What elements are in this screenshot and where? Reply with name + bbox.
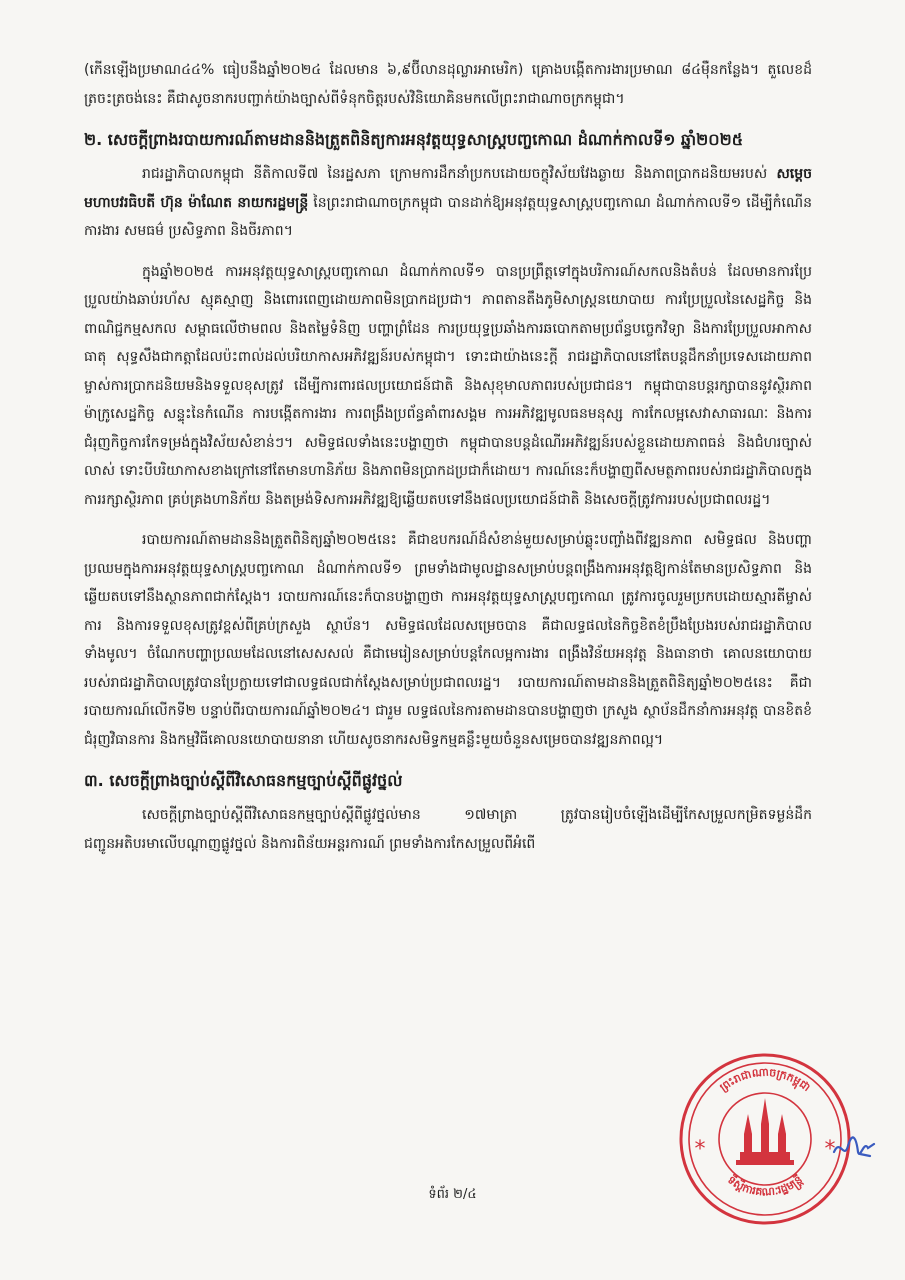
document-body [84,56,812,870]
section-2-paragraph-1 [84,160,812,246]
intro-paragraph: (កើនឡើងប្រមាណ៤៤% ធៀបនឹងឆ្នាំ២០២៤ ដែលមាន ៦,៩ប៊ីលានដុល្លារអាមេរិក) គ្រោងបង្កើតការងារប្រមាណ ៨៤ម៉ឺនកន្លែង។ តួលេខដ៏ត្រចះត្រចង់នេះ គឺជាសូចនាករបញ្ជាក់យ៉ាងច្បាស់ពីទំនុកចិត្តរបស់វិនិយោគិនមកលើព្រះរាជាណាចក្រកម្ពុជា។ [84,62,812,107]
svg-text:*: * [694,1137,706,1162]
paragraph-text: នៃព្រះរាជាណាចក្រកម្ពុជា បានដាក់ឱ្យអនុវត្តយុទ្ធសាស្ត្របញ្ចកោណ ដំណាក់កាលទី១ ដើម្បីកំណើន ការងារ សមធម៌ ប្រសិទ្ធភាព និងចីរភាព។ [84,194,812,239]
paragraph-text: រាជរដ្ឋាភិបាលកម្ពុជា នីតិកាលទី៧ នៃរដ្ឋសភា ក្រោមការដឹកនាំប្រកបដោយចក្ខុវិស័យវែងឆ្ងាយ និងភាពប្រាកដនិយមរបស់ [142,166,777,182]
section-2-paragraph-3: របាយការណ៍តាមដាននិងត្រួតពិនិត្យឆ្នាំ២០២៥នេះ គឺជាឧបករណ៍ដ៏សំខាន់មួយសម្រាប់ឆ្លុះបញ្ចាំងពីវឌ្ឍនភាព សមិទ្ធផល និងបញ្ហាប្រឈមក្នុងការអនុវត្តយុទ្ធសាស្ត្របញ្ចកោណ ដំណាក់កាលទី១ ព្រមទាំងជាមូលដ្ឋានសម្រាប់បន្តពង្រឹងការអនុវត្តឱ្យកាន់តែមានប្រសិទ្ធភាព និងឆ្លើយតបទៅនឹងស្ថានភាពជាក់ស្ដែង។ របាយការណ៍នេះក៏បានបង្ហាញថា ការអនុវត្តយុទ្ធសាស្ត្របញ្ចកោណ ត្រូវការចូលរួមប្រកបដោយស្មារតីម្ចាស់ការ និងការទទួលខុសត្រូវខ្ពស់ពីគ្រប់ក្រសួង ស្ថាប័ន។ សមិទ្ធផលដែលសម្រេចបាន គឺជាលទ្ធផលនៃកិច្ចខិតខំប្រឹងប្រែងរបស់រាជរដ្ឋាភិបាលទាំងមូល។ ចំណែកបញ្ហាប្រឈមដែលនៅសេសសល់ គឺជាមេរៀនសម្រាប់បន្តកែលម្អការងារ ពង្រឹងវិន័យអនុវត្ត និងធានាថា គោលនយោបាយរបស់រាជរដ្ឋាភិបាលត្រូវបានប្រែក្លាយទៅជាលទ្ធផលជាក់ស្ដែងសម្រាប់ប្រជាពលរដ្ឋ។ របាយការណ៍តាមដាននិងត្រួតពិនិត្យឆ្នាំ២០២៥នេះ គឺជារបាយការណ៍លើកទី២ បន្ទាប់ពីរបាយការណ៍ឆ្នាំ២០២៤។ ជារួម លទ្ធផលនៃការតាមដានបានបង្ហាញថា ក្រសួង ស្ថាប័នដឹកនាំការអនុវត្ត បានខិតខំជំរុញវិធានការ និងកម្មវិធីគោលនយោបាយនានា ហើយសូចនាករសមិទ្ធកម្មគន្លឹះមួយចំនួនសម្រេចបានវឌ្ឍនភាពល្អ។ [84,532,812,748]
page-number: ទំព័រ ២/៤ [428,1187,477,1202]
section-3-heading: ៣. សេចក្ដីព្រាងច្បាប់ស្ដីពីវិសោធនកម្មច្បាប់ស្ដីពីផ្លូវថ្នល់ [84,771,403,790]
svg-text:*: * [824,1137,836,1162]
section-3-paragraph-1: សេចក្ដីព្រាងច្បាប់ស្ដីពីវិសោធនកម្មច្បាប់ស្ដីពីផ្លូវថ្នល់មាន ១៧មាត្រា ត្រូវបានរៀបចំឡើងដើម្បីកែសម្រួលកម្រិតទម្ងន់ដឹកជញ្ជូនអតិបរមាលើបណ្ដាញផ្លូវថ្នល់ និងការពិន័យអន្តរការណ៍ ព្រមទាំងការកែសម្រួលពីអំពើ [84,807,812,852]
prime-minister-name: សម្ដេចមហាបវរធិបតី ហ៊ុន ម៉ាណែត នាយករដ្ឋមន្ត្រី [84,166,812,211]
section-2-heading: ២. សេចក្ដីព្រាងរបាយការណ៍តាមដាននិងត្រួតពិនិត្យការអនុវត្តយុទ្ធសាស្ត្របញ្ចកោណ ដំណាក់កាលទី១ ឆ្នាំ២០២៥ [84,130,744,149]
seal-top-text: ព្រះរាជាណាចក្រកម្ពុជា [717,1065,813,1095]
seal-bottom-text: ទីស្ដីការគណៈរដ្ឋមន្ត្រី [725,1173,805,1199]
section-2-paragraph-2: ក្នុងឆ្នាំ២០២៥ ការអនុវត្តយុទ្ធសាស្ត្របញ្ចកោណ ដំណាក់កាលទី១ បានប្រព្រឹត្តទៅក្នុងបរិការណ៍សកលនិងតំបន់ ដែលមានការប្រែប្រួលយ៉ាងឆាប់រហ័ស ស្មុគស្មាញ និងពោរពេញដោយភាពមិនប្រាកដប្រជា។ ភាពតានតឹងភូមិសាស្ត្រនយោបាយ ការប្រែប្រួលនៃសេដ្ឋកិច្ច និងពាណិជ្ជកម្មសកល សម្ពាធលើថាមពល និងតម្លៃទំនិញ បញ្ហាព្រំដែន ការប្រយុទ្ធប្រឆាំងការឆបោកតាមប្រព័ន្ធបច្ចេកវិទ្យា និងការប្រែប្រួលអាកាសធាតុ សុទ្ធសឹងជាកត្តាដែលប៉ះពាល់ដល់បរិយាកាសអភិវឌ្ឍន៍របស់កម្ពុជា។ ទោះជាយ៉ាងនេះក្ដី រាជរដ្ឋាភិបាលនៅតែបន្តដឹកនាំប្រទេសដោយភាពម្ចាស់ការប្រាកដនិយមនិងទទួលខុសត្រូវ ដើម្បីការពារផលប្រយោជន៍ជាតិ និងសុខុមាលភាពរបស់ប្រជាជន។ កម្ពុជាបានបន្តរក្សាបាននូវស្ថិរភាពម៉ាក្រូសេដ្ឋកិច្ច សន្ទុះនៃកំណើន ការបង្កើតការងារ ការពង្រឹងប្រព័ន្ធគាំពារសង្គម ការអភិវឌ្ឍមូលធនមនុស្ស ការកែលម្អសេវាសាធារណៈ និងការជំរុញកិច្ចការកែទម្រង់ក្នុងវិស័យសំខាន់ៗ។ សមិទ្ធផលទាំងនេះបង្ហាញថា កម្ពុជាបានបន្តដំណើរអភិវឌ្ឍន៍របស់ខ្លួនដោយភាពធន់ និងជំហរច្បាស់លាស់ ទោះបីបរិយាកាសខាងក្រៅនៅតែមានហានិភ័យ និងភាពមិនប្រាកដប្រជាក៏ដោយ។ ការណ៍នេះក៏បង្ហាញពីសមត្ថភាពរបស់រាជរដ្ឋាភិបាលក្នុងការរក្សាស្ថិរភាព គ្រប់គ្រងហានិភ័យ និងតម្រង់ទិសការអភិវឌ្ឍឱ្យឆ្លើយតបទៅនឹងផលប្រយោជន៍ជាតិ និងសេចក្ដីត្រូវការរបស់ប្រជាពលរដ្ឋ។ [84,263,812,508]
signature-icon [830,1130,878,1164]
official-seal-icon [678,1052,852,1226]
